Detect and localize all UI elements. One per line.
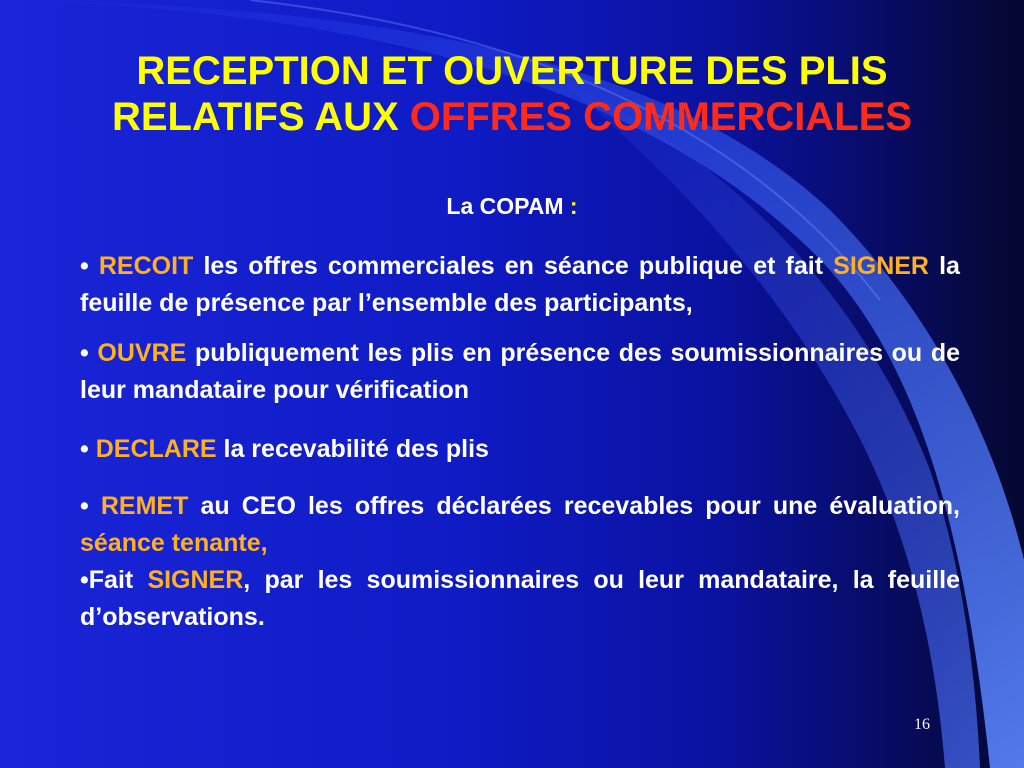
bullet-keyword: REMET [100, 492, 189, 520]
page-number: 16 [914, 716, 930, 733]
subtitle-colon: : [569, 193, 578, 219]
bullet-item-ouvre [80, 335, 960, 409]
title-line2-prefix: RELATIFS AUX [111, 95, 399, 139]
bullet-item-declare [80, 431, 960, 468]
slide-title [40, 48, 984, 140]
bullet-text-2: la feuille de présence par l’ensemble des participants, [80, 252, 960, 317]
bullet-item-fait-signer [80, 562, 960, 636]
bullet-keyword: DECLARE [95, 435, 217, 463]
bullet-marker: • [80, 252, 89, 280]
bullet-keyword-2: SIGNER [833, 252, 929, 280]
bullet-marker: • [80, 492, 89, 520]
bullet-keyword: RECOIT [98, 252, 194, 280]
bullet-list [80, 248, 960, 636]
bullet-keyword: SIGNER [147, 566, 244, 594]
bullet-text: publiquement les plis en présence des soumissionnaires ou de leur mandataire pour vérification [80, 339, 961, 404]
bullet-text: au CEO les offres déclarées recevables pour une évaluation, [200, 492, 960, 520]
bullet-item-recoit [80, 248, 960, 322]
title-line1: RECEPTION ET OUVERTURE DES PLIS [136, 49, 888, 93]
subtitle-text: La COPAM [446, 193, 564, 219]
bullet-text: la recevabilité des plis [223, 435, 489, 463]
bullet-marker: • [80, 566, 89, 594]
bullet-marker: • [80, 339, 89, 367]
title-line2-highlight: OFFRES COMMERCIALES [409, 95, 913, 139]
subtitle [0, 193, 1024, 220]
bullet-highlight: séance tenante, [80, 529, 268, 557]
bullet-text: , par les soumissionnaires ou leur mandataire, la feuille d’observations. [80, 566, 960, 631]
bullet-keyword: OUVRE [97, 339, 187, 367]
bullet-text: les offres commerciales en séance publique et fait [203, 252, 824, 280]
bullet-marker: • [80, 435, 89, 463]
bullet-prefix: Fait [88, 566, 134, 594]
bullet-item-remet [80, 488, 960, 562]
